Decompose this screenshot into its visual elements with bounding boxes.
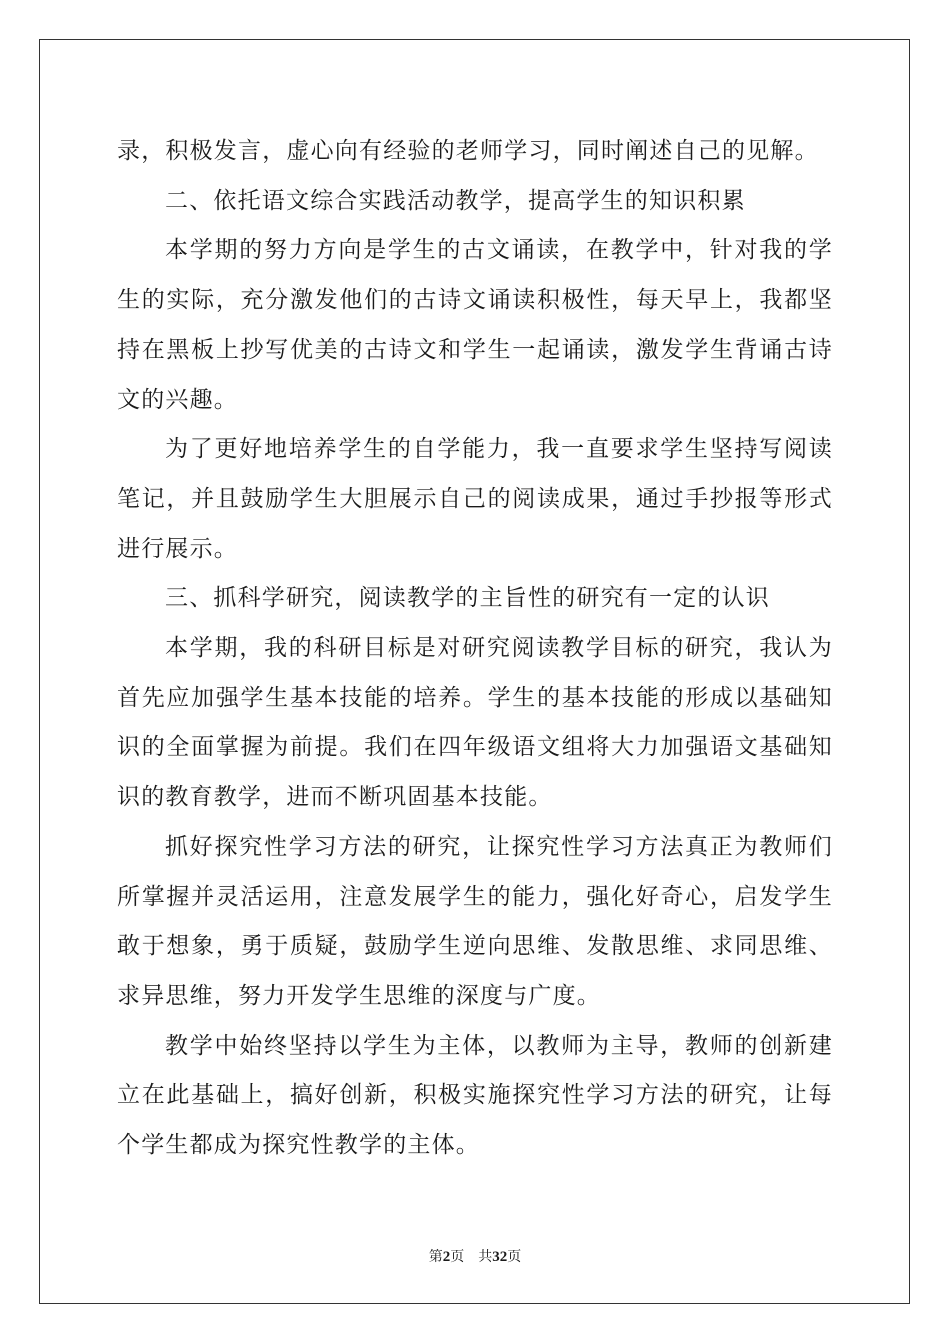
section-heading-3: 三、抓科学研究，阅读教学的主旨性的研究有一定的认识 — [165, 585, 770, 612]
paragraph-8: 教学中始终坚持以学生为主体，以教师为主导，教师的创新建立在此基础上，搞好创新，积极实施探究性学习方法的研究，让每个学生都成为探究性教学的主体。 — [117, 1032, 833, 1159]
total-pages: 32 — [492, 1249, 508, 1265]
page-footer — [0, 1246, 950, 1266]
page-prefix: 第 — [428, 1249, 443, 1265]
paragraph-4: 为了更好地培养学生的自学能力，我一直要求学生坚持写阅读笔记，并且鼓励学生大胆展示自己的阅读成果，通过手抄报等形式进行展示。 — [117, 436, 833, 562]
page-suffix: 页 — [450, 1249, 465, 1265]
document-body — [117, 127, 833, 1171]
paragraph-1: 录，积极发言，虚心向有经验的老师学习，同时阐述自己的见解。 — [117, 138, 819, 164]
total-suffix: 页 — [507, 1249, 522, 1265]
paragraph-3: 本学期的努力方向是学生的古文诵读，在教学中，针对我的学生的实际，充分激发他们的古诗文诵读积极性，每天早上，我都坚持在黑板上抄写优美的古诗文和学生一起诵读，激发学生背诵古诗文的兴趣。 — [117, 237, 833, 413]
total-prefix: 共 — [478, 1249, 493, 1265]
paragraph-7: 抓好探究性学习方法的研究，让探究性学习方法真正为教师们所掌握并灵活运用，注意发展学生的能力，强化好奇心，启发学生敢于想象，勇于质疑，鼓励学生逆向思维、发散思维、求同思维、求异思维，努力开发学生思维的深度与广度。 — [117, 833, 833, 1009]
section-heading-2: 二、依托语文综合实践活动教学，提高学生的知识积累 — [165, 187, 746, 214]
page-number: 2 — [442, 1249, 451, 1265]
paragraph-6: 本学期，我的科研目标是对研究阅读教学目标的研究，我认为首先应加强学生基本技能的培养。学生的基本技能的形成以基础知识的全面掌握为前提。我们在四年级语文组将大力加强语文基础知识的教育教学，进而不断巩固基本技能。 — [117, 635, 833, 811]
